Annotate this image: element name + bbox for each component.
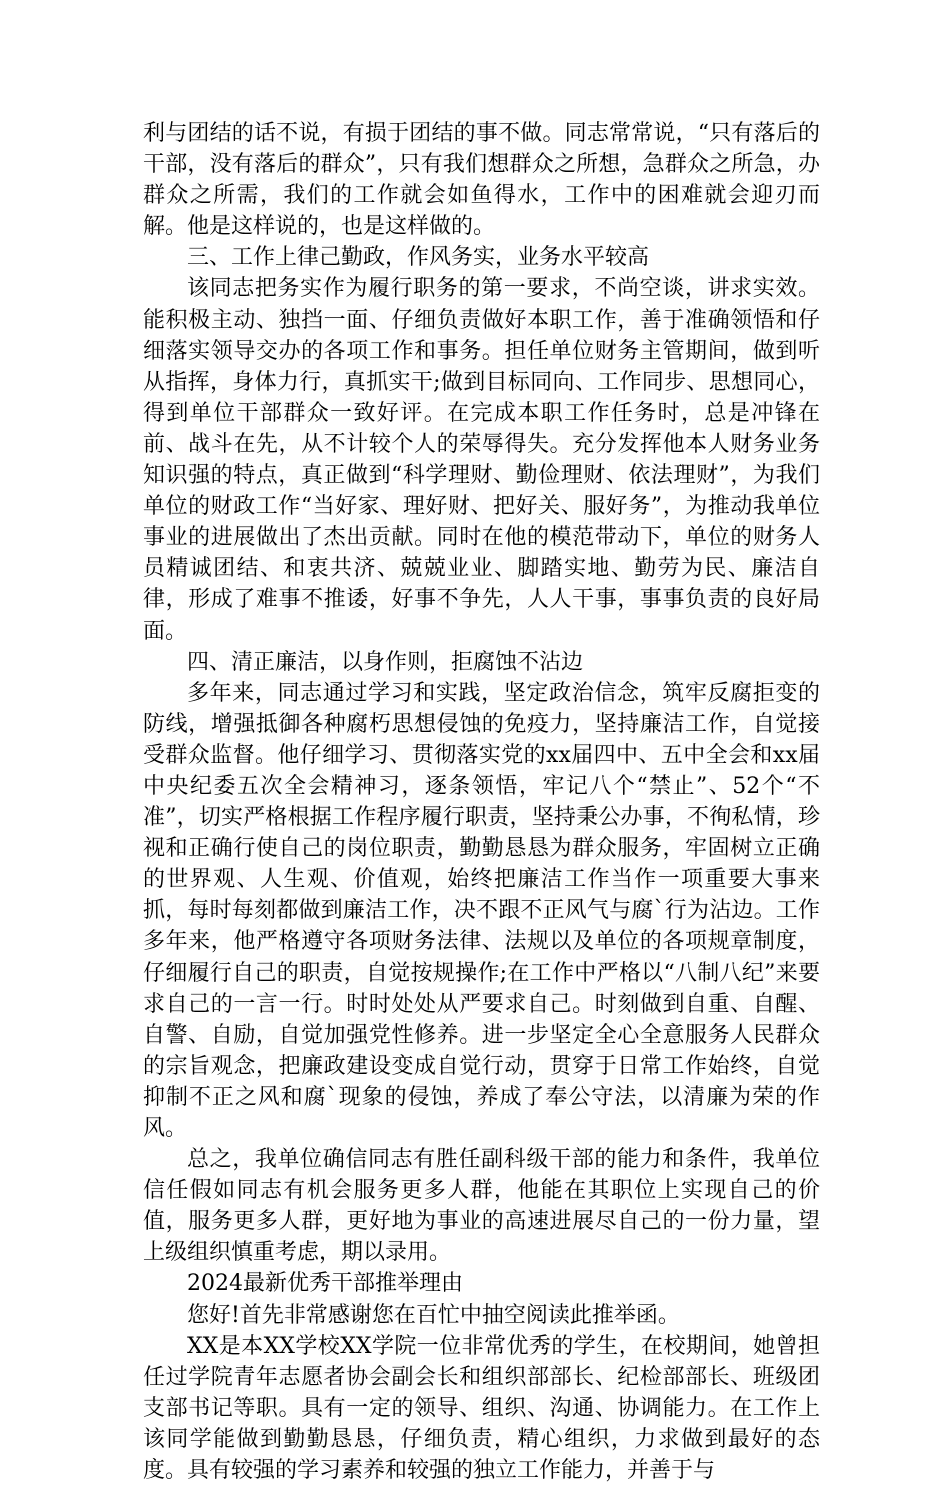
recommendation-title: 2024最新优秀干部推举理由: [187, 1271, 463, 1297]
paragraph-conclusion: 总之，我单位确信同志有胜任副科级干部的能力和条件，我单位信任假如同志有机会服务更多人群，他能在其职位上实现自己的价值，服务更多人群，更好地为事业的高速进展尽自己的一份力量，望上级组织慎重考虑，期以录用。: [143, 1147, 820, 1266]
greeting-paragraph: 您好!首先非常感谢您在百忙中抽空阅读此推举函。: [187, 1302, 680, 1328]
paragraph-student-intro: XX是本XX学校XX学院一位非常优秀的学生，在校期间，她曾担任过学院青年志愿者协会副会长和组织部部长、纪检部部长、班级团支部书记等职。具有一定的领导、组织、沟通、协调能力。在工作上该同学能做到勤勤恳恳，仔细负责，精心组织，力求做到最好的态度。具有较强的学习素养和较强的独立工作能力，并善于与: [143, 1333, 820, 1484]
document-body: [143, 118, 820, 1486]
paragraph-integrity: 多年来，同志通过学习和实践，坚定政治信念，筑牢反腐拒变的防线，增强抵御各种腐朽思想侵蚀的免疫力，坚持廉洁工作，自觉接受群众监督。他仔细学习、贯彻落实党的xx届四中、五中全会和xx届中央纪委五次全会精神习，逐条领悟，牢记八个“禁止”、52个“不准”，切实严格根据工作程序履行职责，坚持秉公办事，不徇私情，珍视和正确行使自己的岗位职责，勤勤恳恳为群众服务，牢固树立正确的世界观、人生观、价值观，始终把廉洁工作当作一项重要大事来抓，每时每刻都做到廉洁工作，决不跟不正风气与腐`行为沾边。工作多年来，他严格遵守各项财务法律、法规以及单位的各项规章制度，仔细履行自己的职责，自觉按规操作;在工作中严格以“八制八纪”来要求自己的一言一行。时时处处从严要求自己。时刻做到自重、自醒、自警、自励，自觉加强党性修养。进一步坚定全心全意服务人民群众的宗旨观念，把廉政建设变成自觉行动，贯穿于日常工作始终，自觉抑制不正之风和腐`现象的侵蚀，养成了奉公守法，以清廉为荣的作风。: [143, 680, 820, 1141]
paragraph-work-style: 该同志把务实作为履行职务的第一要求，不尚空谈，讲求实效。能积极主动、独挡一面、仔细负责做好本职工作，善于准确领悟和仔细落实领导交办的各项工作和事务。担任单位财务主管期间，做到听从指挥，身体力行，真抓实干;做到目标同向、工作同步、思想同心，得到单位干部群众一致好评。在完成本职工作任务时，总是冲锋在前、战斗在先，从不计较个人的荣辱得失。充分发挥他本人财务业务知识强的特点，真正做到“科学理财、勤俭理财、依法理财”，为我们单位的财政工作“当好家、理好财、把好关、服好务”，为推动我单位事业的进展做出了杰出贡献。同时在他的模范带动下，单位的财务人员精诚团结、和衷共济、兢兢业业、脚踏实地、勤劳为民、廉洁自律，形成了难事不推诿，好事不争先，人人干事，事事负责的良好局面。: [143, 276, 820, 644]
paragraph-continuation: 利与团结的话不说，有损于团结的事不做。同志常常说，“只有落后的干部，没有落后的群众”，只有我们想群众之所想，急群众之所急，办群众之所需，我们的工作就会如鱼得水，工作中的困难就会迎刃而解。他是这样说的，也是这样做的。: [143, 121, 820, 240]
section-heading-3: 三、工作上律己勤政，作风务实，业务水平较高: [187, 245, 650, 271]
section-heading-4: 四、清正廉洁，以身作则，拒腐蚀不沾边: [187, 649, 584, 675]
